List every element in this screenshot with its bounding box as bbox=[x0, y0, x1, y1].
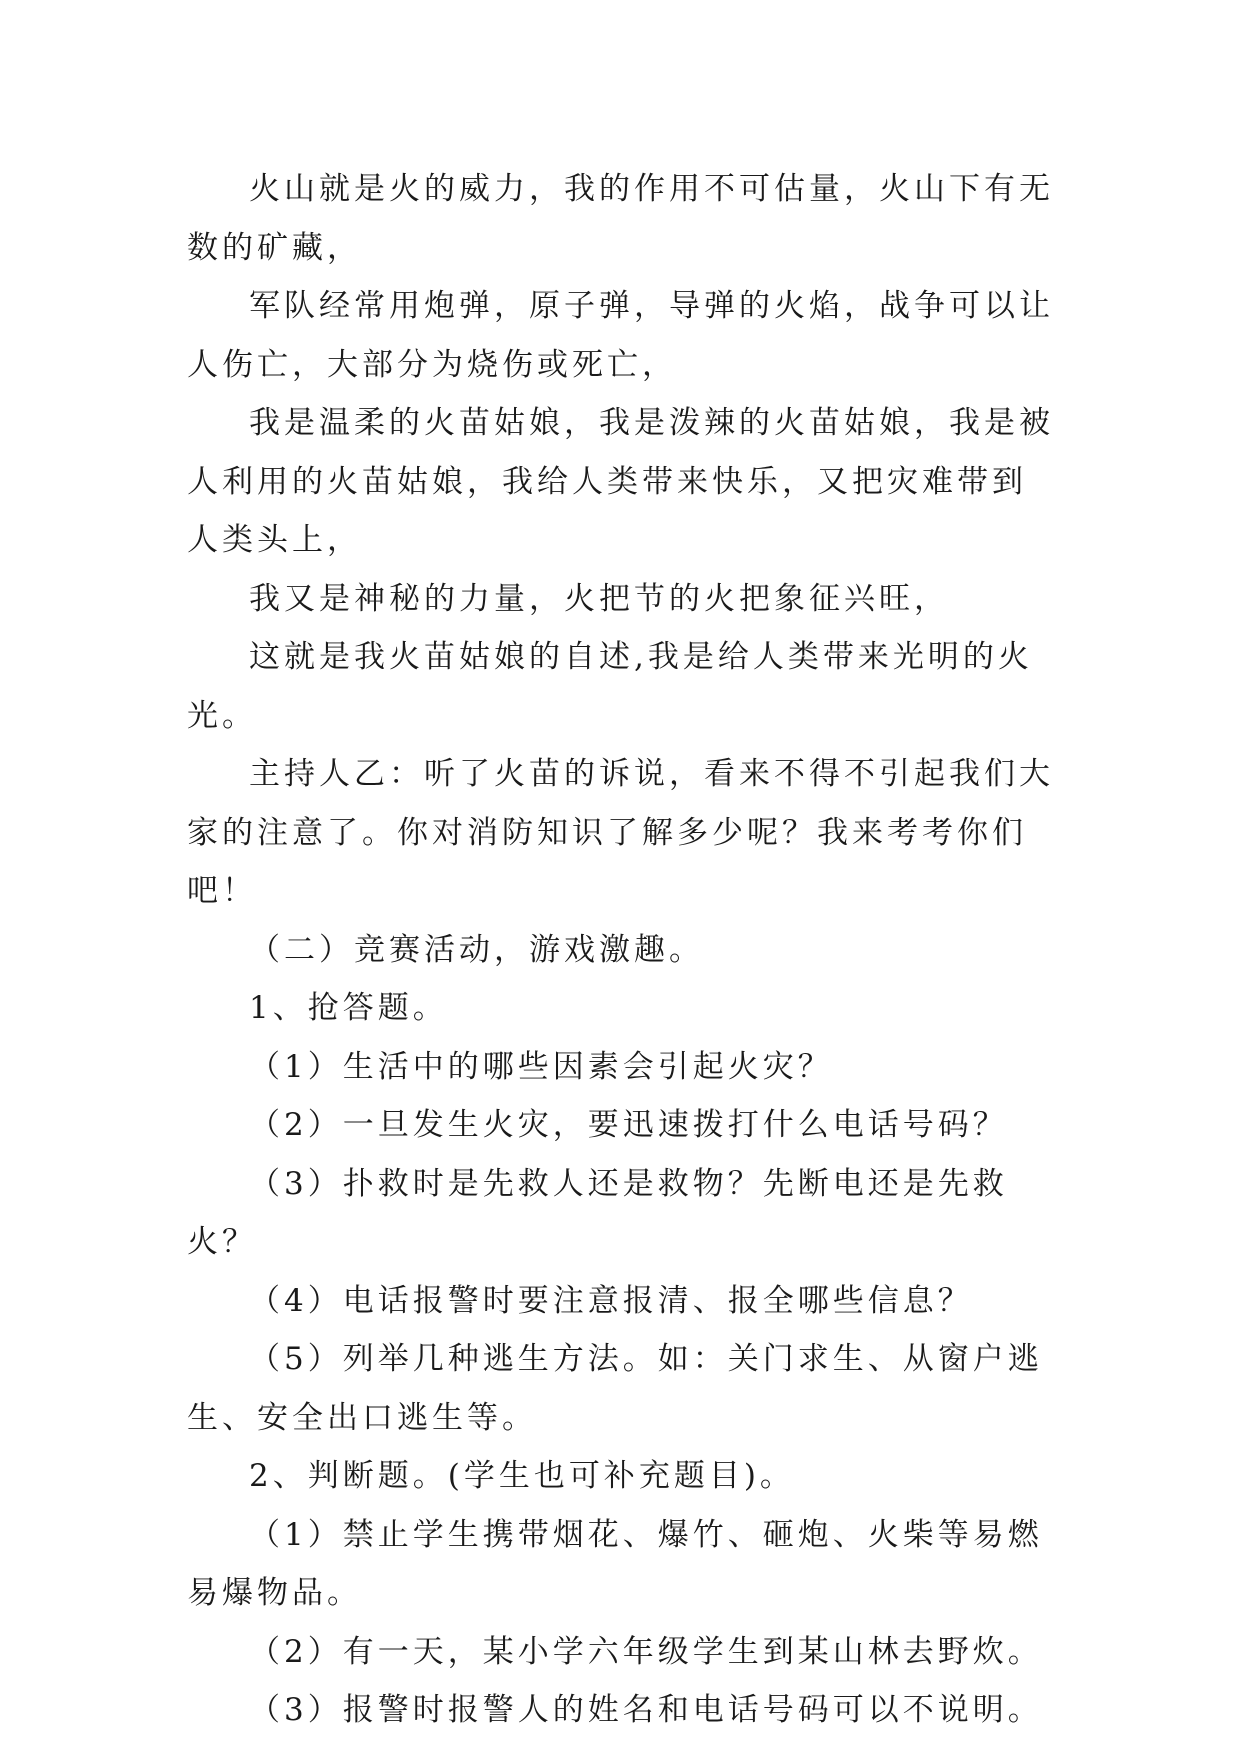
paragraph-mysterious-power: 我又是神秘的力量，火把节的火把象征兴旺， bbox=[249, 580, 949, 617]
section-heading-competition: （二）竞赛活动，游戏激趣。 bbox=[249, 931, 704, 968]
judgment-2: （2）有一天，某小学六年级学生到某山林去野炊。 bbox=[249, 1633, 1043, 1670]
judgment-3: （3）报警时报警人的姓名和电话号码可以不说明。 bbox=[249, 1692, 1043, 1728]
paragraph-fire-girl: 我是温柔的火苗姑娘，我是泼辣的火苗姑娘，我是被人利用的火苗姑娘，我给人类带来快乐，又把灾难带到人类头上， bbox=[187, 405, 1054, 558]
paragraph-volcano: 火山就是火的威力，我的作用不可估量，火山下有无数的矿藏， bbox=[187, 171, 1054, 266]
question-4: （4）电话报警时要注意报清、报全哪些信息？ bbox=[249, 1282, 973, 1319]
paragraph-host-b: 主持人乙：听了火苗的诉说，看来不得不引起我们大家的注意了。你对消防知识了解多少呢？我来考考你们吧！ bbox=[187, 756, 1054, 909]
judgment-1: （1）禁止学生携带烟花、爆竹、砸炮、火柴等易燃易爆物品。 bbox=[187, 1516, 1043, 1611]
question-5: （5）列举几种逃生方法。如：关门求生、从窗户逃生、安全出口逃生等。 bbox=[187, 1341, 1043, 1436]
question-1: （1）生活中的哪些因素会引起火灾？ bbox=[249, 1048, 833, 1085]
question-3: （3）扑救时是先救人还是救物？先断电还是先救火？ bbox=[187, 1165, 1008, 1260]
paragraph-army: 军队经常用炮弹，原子弹，导弹的火焰，战争可以让人伤亡，大部分为烧伤或死亡， bbox=[187, 288, 1054, 383]
subheading-quick-answer: 1、抢答题。 bbox=[249, 990, 448, 1026]
question-2: （2）一旦发生火灾，要迅速拨打什么电话号码？ bbox=[249, 1107, 1008, 1143]
subheading-true-false: 2、判断题。(学生也可补充题目)。 bbox=[249, 1458, 795, 1494]
paragraph-self-narration: 这就是我火苗姑娘的自述,我是给人类带来光明的火光。 bbox=[187, 639, 1033, 734]
document-body bbox=[187, 160, 1055, 1740]
